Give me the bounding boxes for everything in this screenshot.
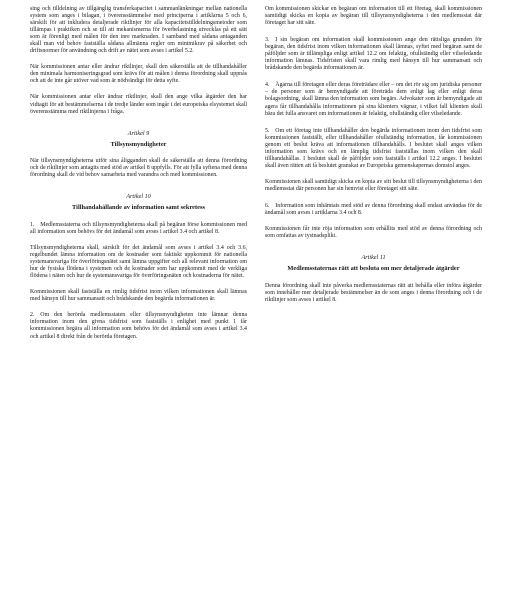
article-11-title: Medlemsstaternas rätt att besluta om mer detaljerade åtgärder bbox=[287, 265, 460, 273]
right-column bbox=[265, 6, 482, 589]
left-column bbox=[30, 6, 247, 589]
paragraph: Kommissionen skall samtidigt skicka en kopia av sitt beslut till tillsynsmyndigheterna i den medlemsstat där personen har sin hemvist eller företaget sitt säte. bbox=[265, 178, 482, 192]
article-10-title: Tillhandahållande av information samt sekretess bbox=[72, 204, 205, 212]
paragraph: Kommissionen får inte röja information som erhållits med stöd av denna förordning och som omfattas av tystnadsplikt. bbox=[265, 226, 482, 240]
paragraph: Om kommissionen skickar en begäran om information till ett företag, skall kommissionen samtidigt skicka en kopia av begäran till tillsynsmyndigheterna i den medlemsstat där företaget har sitt säte. bbox=[265, 6, 482, 27]
paragraph: 6. Information som inhämtats med stöd av denna förordning skall endast användas för de ändamål som avses i artiklarna 3.4 och 8. bbox=[265, 202, 482, 217]
paragraph: 3. I sin begäran om information skall kommissionen ange den rättsliga grunden för begäran, den tidsfrist inom vilken informationen skall lämnas, syftet med begäran samt de påföljder som är tillämpliga enligt artikel 12.2 om felaktig, ofullständig eller vilseledande information lämnas. Tidsfristen skall vara rimlig med hänsyn till hur sammansatt och brådskande den begärda informationen är. bbox=[265, 37, 482, 72]
paragraph: 4. Ägarna till företagen eller deras företrädare eller – om det rör sig om juridiska personer – de personer som är bemyndigade att företräda dem enligt lag eller enligt deras bolagsordning, skall lämna den information som begärs. Advokater som är bemyndigade att agera får tillhandahålla informationen på sina klienters vägnar, i vilket fall klienten skall bära det fulla ansvaret om informationen är felaktig, ofullständig eller vilseledande. bbox=[265, 82, 482, 117]
paragraph: Denna förordning skall inte påverka medlemsstaternas rätt att behålla eller införa åtgärder som innehåller mer detaljerade bestämmelser än de som anges i denna förordning och i de riktlinjer som avses i artikel 8. bbox=[265, 282, 482, 303]
article-11-label: Artikel 11 bbox=[361, 254, 386, 262]
paragraph: När kommissionen antar eller ändrar riktlinjer, skall den säkerställa att de tillhandahåller den minimala harmoniseringsgrad som krävs för att målen i denna förordning skall uppnås och att de inte går utöver vad som är nödvändigt för detta syfte. bbox=[30, 64, 247, 85]
paragraph: 5. Om ett företag inte tillhandahåller den begärda informationen inom den tidsfrist som kommissionen fastställt, eller tillhandahåller ofullständig information, får kommissionen genom ett beslut kräva att informationen tillhandahålls. I beslutet skall anges vilken information som krävs och en lämplig tidsfrist fastställas inom vilken den skall tillhandahållas. I beslutet skall de påföljder som fastställs i artikel 12.2 anges. I beslutet skall även rätten att få beslutet granskat av Europeiska gemenskapernas domstol anges. bbox=[265, 127, 482, 169]
article-9-title: Tillsynsmyndigheter bbox=[110, 140, 167, 148]
paragraph: Kommissionen skall fastställa en rimlig tidsfrist inom vilken informationen skall lämnas med hänsyn till hur sammansatt och brådskande den begärda informationen är. bbox=[30, 289, 247, 303]
paragraph: 1. Medlemsstaterna och tillsynsmyndigheterna skall på begäran förse kommissionen med all information som behövs för det ändamål som avses i artikel 3.4 och artikel 8. bbox=[30, 221, 247, 235]
paragraph: sing och tilldelning av tillgänglig transferkapacitet i sammanlänkningar mellan nationella system som anges i bilagan, i överensstämmelse med principerna i artiklarna 5 och 6, särskilt för att inkludera detaljerade riktlinjer för alla kapacitetstilldelningsmetoder som tillämpas i praktiken och se till att mekanismerna för överbelastning utvecklas på ett sätt som är förenligt med målen för den inre marknaden. I samband med sådana antaganden skall man vid behov fastställa sådana allmänna regler om minimikrav på säkerhet och driftsnormer för användning och drift av nätet som avses i artikel 5.2. bbox=[30, 6, 247, 55]
paragraph: 2. Om den berörda medlemsstaten eller tillsynsmyndigheten inte lämnar denna information inom den givna tidsfrist som fastställs i enlighet med punkt 1 får kommissionen begära all information som behövs för det ändamål som avses i artikel 3.4 och artikel 8 direkt från de berörda företagen. bbox=[30, 312, 247, 340]
paragraph: Tillsynsmyndigheterna skall, särskilt för det ändamål som avses i artikel 3.4 och 3.6, regelbundet lämna information om de kostnader som faktiskt uppkommit för nationella systemansvariga för överföringsnätet samt lämna uppgifter och all relevant information om hur de fysiska flödena i systemen och de kostnader som har uppkommit med de verkliga flödena i näten och hur de systemansvariga för överföringsnäten och kostnaderna för nätet. bbox=[30, 245, 247, 280]
article-10-label: Artikel 10 bbox=[126, 193, 151, 201]
paragraph: När tillsynsmyndigheterna utför sina åligganden skall de säkerställa att denna förordning och de riktlinjer som antagits med stöd av artikel 8 uppfylls. För att fylla syftena med denna förordning skall de vid behov samarbeta med varandra och med kommissionen. bbox=[30, 158, 247, 179]
paragraph: När kommissionen antar eller ändrar riktlinjer, skall den ange vilka åtgärder den har vidtagit för att bestämmelserna i de tredje länder som ingår i det europeiska elsystemet skall överensstämma med riktlinjerna i fråga. bbox=[30, 94, 247, 115]
article-9-label: Artikel 9 bbox=[127, 129, 150, 137]
